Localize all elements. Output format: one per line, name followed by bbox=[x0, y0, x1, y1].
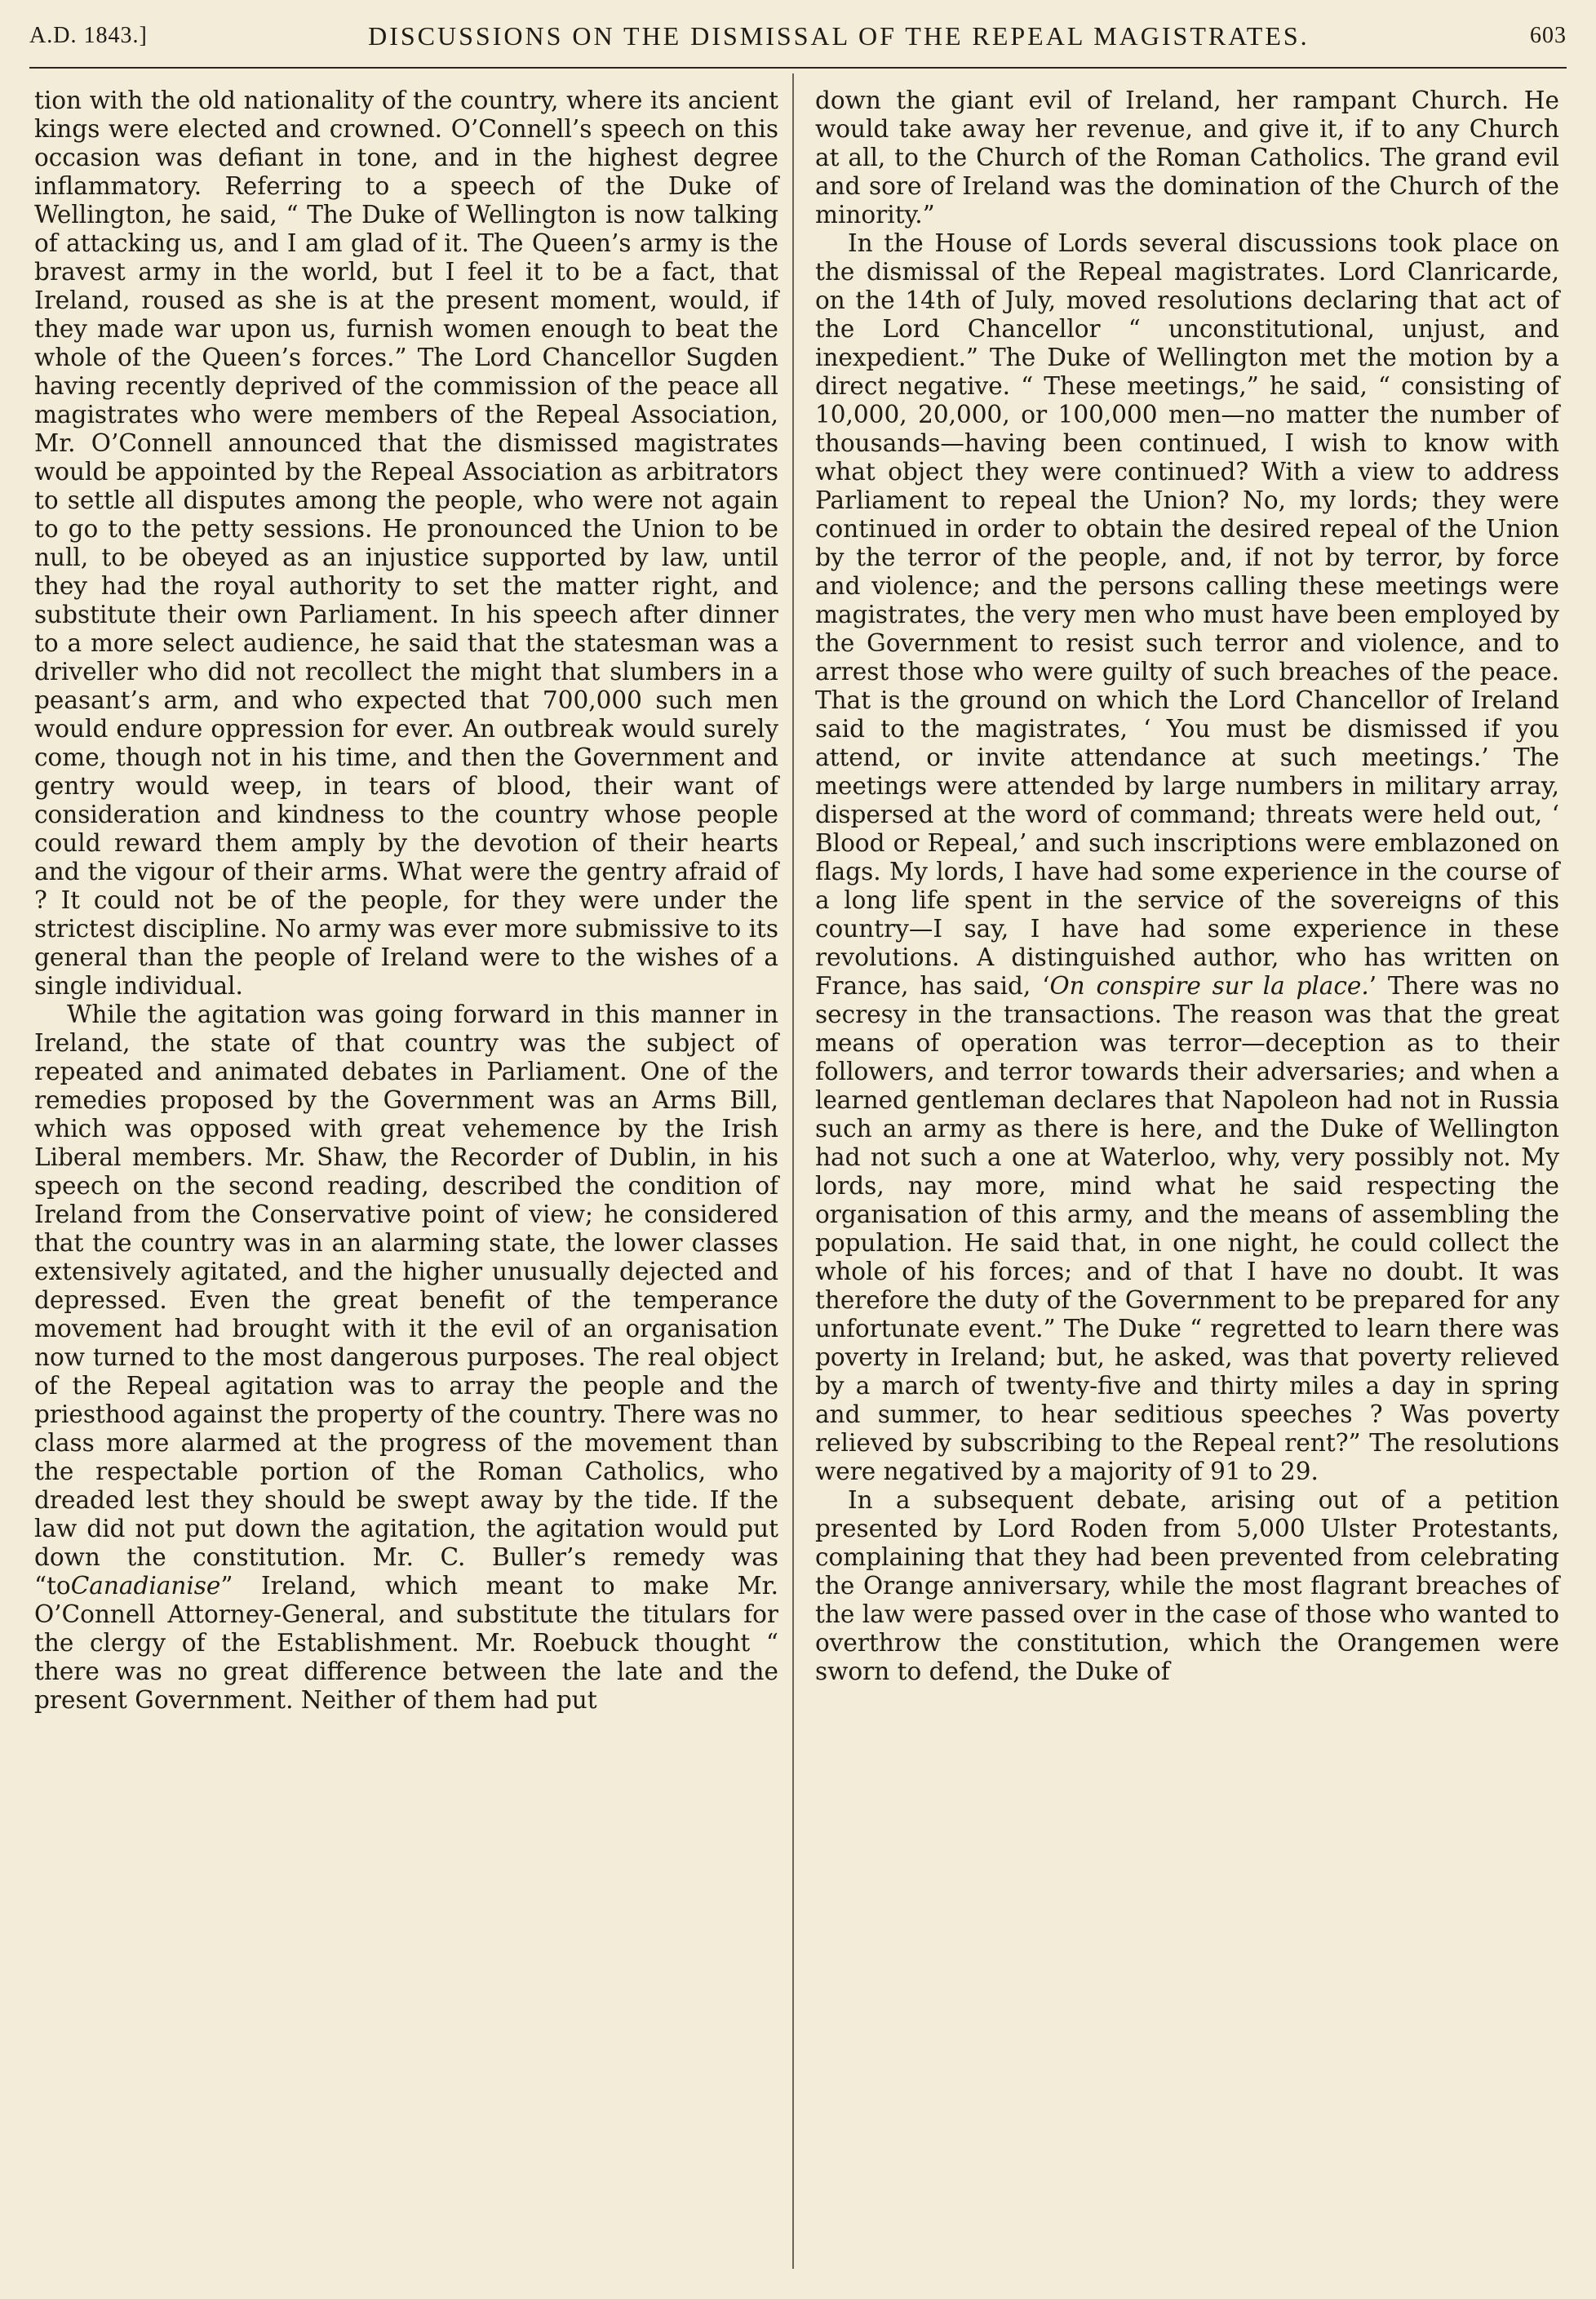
left-column bbox=[34, 87, 778, 2282]
page-number: 603 bbox=[1529, 23, 1567, 48]
paragraph-house-of-lords bbox=[815, 229, 1559, 1486]
right-column bbox=[815, 87, 1559, 2282]
text-run: While the agitation was going forward in this manner in Ireland, the state of that country was the subject of repeated and animated debates in Parliament. One of the remedies proposed by the Government was an Arms Bill, which was opposed with great vehemence by the Irish Liberal members. Mr. Shaw, the Recorder of Dublin, in his speech on the second reading, described the condition of Ireland from the Conservative point of view; he considered that the country was in an alarming state, the lower classes extensively agitated, and the higher unusually dejected and depressed. Even the great benefit of the temperance movement had brought with it the evil of an organisation now turned to the most dangerous purposes. The real object of the Repeal agitation was to array the people and the priesthood against the property of the country. There was no class more alarmed at the progress of the movement than the respectable portion of the Roman Catholics, who dreaded lest they should be swept away by the tide. If the law did not put down the agitation, the agitation would put down the constitution. Mr. C. Buller’s remedy was “to bbox=[34, 1001, 778, 1600]
header-date: A.D. 1843.] bbox=[29, 23, 148, 48]
header-title: DISCUSSIONS ON THE DISMISSAL OF THE REPEAL MAGISTRATES. bbox=[368, 20, 1310, 51]
italic-word: Canadianise bbox=[70, 1572, 221, 1600]
column-divider bbox=[792, 73, 794, 2269]
header-rule bbox=[29, 67, 1567, 69]
text-run: In the House of Lords several discussions took place on the dismissal of the Repeal magistrates. Lord Clanricarde, on the 14th of July, moved resolutions declaring that act of the Lord Chancellor “ unconstitutional, unjust, and inexpedient.” The Duke of Wellington met the motion by a direct negative. “ These meetings,” he said, “ consisting of 10,000, 20,000, or 100,000 men—no matter the number of thousands—having been continued, I wish to know with what object they were continued? With a view to address Parliament to repeal the Union? No, my lords; they were continued in order to obtain the desired repeal of the Union by the terror of the people, and, if not by terror, by force and violence; and the persons calling these meetings were magistrates, the very men who must have been employed by the Government to resist such terror and violence, and to arrest those who were guilty of such breaches of the peace. That is the ground on which the Lord Chancellor of Ireland said to the magistrates, ‘ You must be dismissed if you attend, or invite attendance at such meetings.’ The meetings were attended by large numbers in military array, dispersed at the word of command; threats were held out, ‘ Blood or Repeal,’ and such inscriptions were emblazoned on flags. My lords, I have had some experience in the course of a long life spent in the service of the sovereigns of this country—I say, I have had some experience in these revolutions. A distinguished author, who has written on France, has said, ‘ bbox=[815, 229, 1559, 1000]
text-run: ” Ireland, which meant to make Mr. O’Connell Attorney-General, and substitute the titulars for the clergy of the Establishment. Mr. Roebuck thought “ there was no great difference between the late and the present Government. Neither of them had put bbox=[34, 1572, 778, 1714]
running-header bbox=[29, 13, 1567, 59]
text-run: ’ There was no secresy in the transactions. The reason was that the great means of operation was terror—deception as to their followers, and terror towards their adversaries; and when a learned gentleman declares that Napoleon had not in Russia such an army as there is here, and the Duke of Wellington had not such a one at Waterloo, why, very possibly not. My lords, nay more, mind what he said respecting the organisation of this army, and the means of assembling the population. He said that, in one night, he could collect the whole of his forces; and of that I have no doubt. It was therefore the duty of the Government to be prepared for any unfortunate event.” The Duke “ regretted to learn there was poverty in Ireland; but, he asked, was that poverty relieved by a march of twenty-five and thirty miles a day in spring and summer, to hear seditious speeches ? Was poverty relieved by subscribing to the Repeal rent?” The resolutions were negatived by a majority of 91 to 29. bbox=[815, 972, 1559, 1485]
italic-quote: On conspire sur la place. bbox=[1049, 972, 1369, 1000]
paragraph-continued: down the giant evil of Ireland, her rampant Church. He would take away her revenue, and give it, if to any Church at all, to the Church of the Roman Catholics. The grand evil and sore of Ireland was the domination of the Church of the minority.” bbox=[815, 87, 1559, 229]
paragraph-continued: tion with the old nationality of the country, where its ancient kings were elected and crowned. O’Connell’s speech on this occasion was defiant in tone, and in the highest degree inflammatory. Referring to a speech of the Duke of Wellington, he said, “ The Duke of Wellington is now talking of attacking us, and I am glad of it. The Queen’s army is the bravest army in the world, but I feel it to be a fact, that Ireland, roused as she is at the present moment, would, if they made war upon us, furnish women enough to beat the whole of the Queen’s forces.” The Lord Chancellor Sugden having recently deprived of the commission of the peace all magistrates who were members of the Repeal Association, Mr. O’Connell announced that the dismissed magistrates would be appointed by the Repeal Association as arbitrators to settle all disputes among the people, who were not again to go to the petty sessions. He pronounced the Union to be null, to be obeyed as an injustice supported by law, until they had the royal authority to set the matter right, and substitute their own Parliament. In his speech after dinner to a more select audience, he said that the statesman was a driveller who did not recollect the might that slumbers in a peasant’s arm, and who expected that 700,000 such men would endure oppression for ever. An outbreak would surely come, though not in his time, and then the Government and gentry would weep, in tears of blood, their want of consideration and kindness to the country whose people could reward them amply by the devotion of their hearts and the vigour of their arms. What were the gentry afraid of ? It could not be of the people, for they were under the strictest discipline. No army was ever more submissive to its general than the people of Ireland were to the wishes of a single individual. bbox=[34, 87, 778, 1000]
paragraph-subsequent-debate: In a subsequent debate, arising out of a petition presented by Lord Roden from 5,000 Ulster Protestants, complaining that they had been prevented from celebrating the Orange anniversary, while the most flagrant breaches of the law were passed over in the case of those who wanted to overthrow the constitution, which the Orangemen were sworn to defend, the Duke of bbox=[815, 1486, 1559, 1685]
paragraph-agitation bbox=[34, 1001, 778, 1715]
